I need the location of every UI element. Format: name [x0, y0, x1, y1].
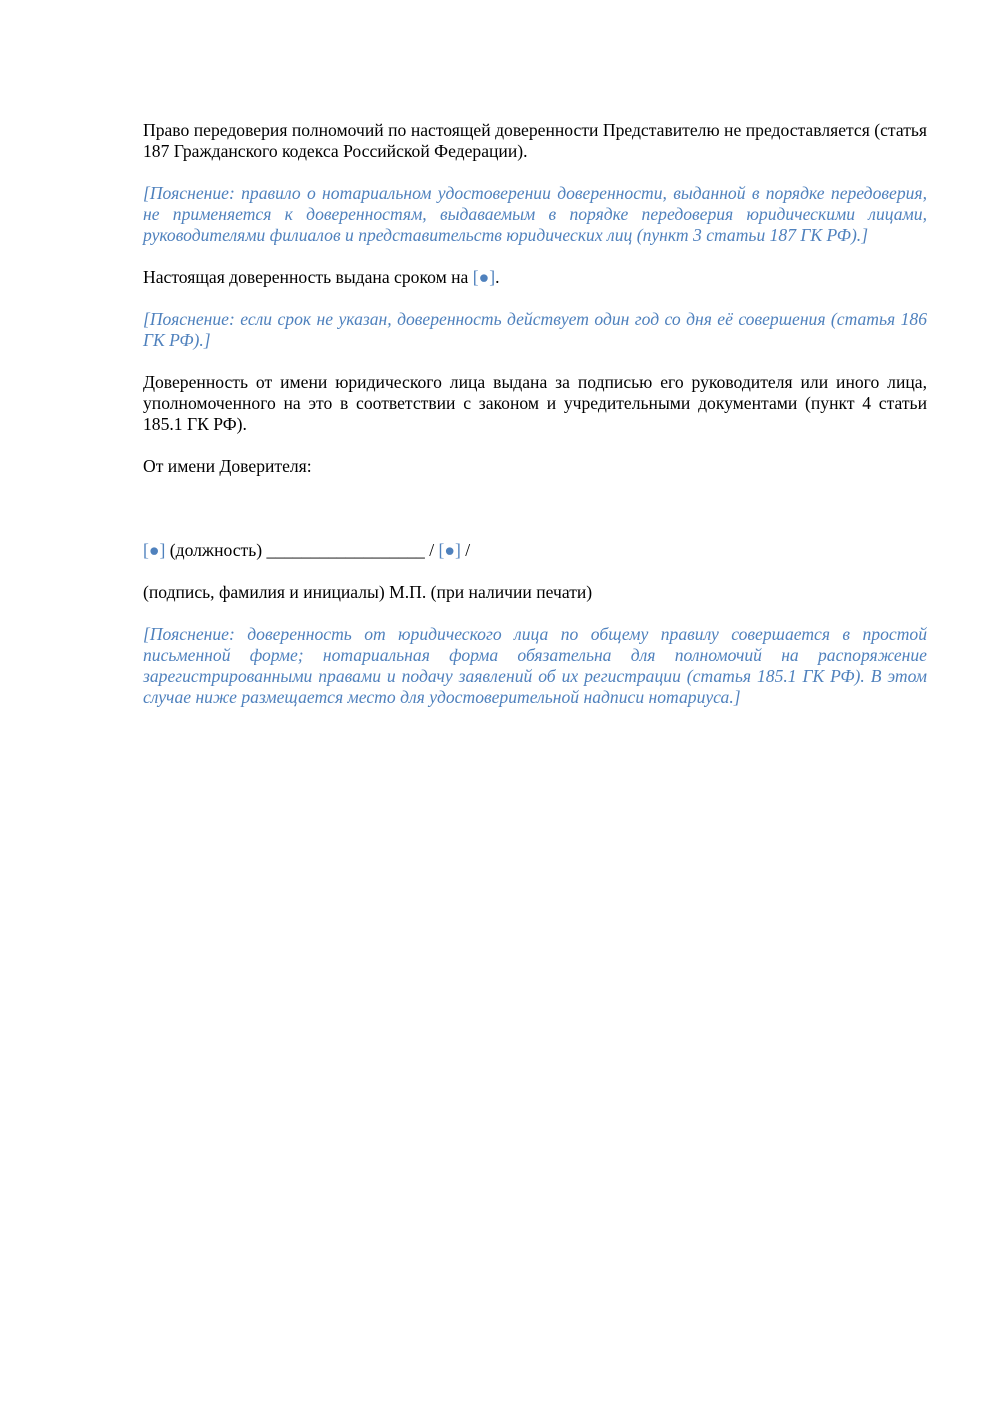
signature-end: / — [460, 540, 471, 560]
note-subdelegation: [Пояснение: правило о нотариальном удостоверении доверенности, выданной в порядке передоверия, не применяется к доверенностям, выдаваемым в порядке передоверия юридическими лицами, руководителями филиалов и представительств юридических лиц (пункт 3 статьи 187 ГК РФ).] — [143, 183, 927, 245]
name-placeholder: [●] — [438, 540, 461, 560]
term-paragraph — [143, 267, 927, 288]
document-page — [143, 120, 927, 729]
term-placeholder: [●] — [472, 267, 496, 287]
signature-line — [143, 540, 927, 561]
signature-caption: (подпись, фамилия и инициалы) М.П. (при наличии печати) — [143, 582, 593, 602]
on-behalf-label: От имени Доверителя: — [143, 456, 312, 476]
subdelegation-paragraph: Право передоверия полномочий по настоящей доверенности Представителю не предоставляется (статья 187 Гражданского кодекса Российской Федерации). — [143, 120, 927, 161]
term-text: Настоящая доверенность выдана сроком на — [143, 267, 473, 287]
position-placeholder: [●] — [143, 540, 166, 560]
note-term: [Пояснение: если срок не указан, доверенность действует один год со дня её совершения (статья 186 ГК РФ).] — [143, 309, 927, 350]
note-notarial-form: [Пояснение: доверенность от юридического лица по общему правилу совершается в простой письменной форме; нотариальная форма обязательна для полномочий на распоряжение зарегистрированными правами и подачу заявлений об их регистрации (статья 185.1 ГК РФ). В этом случае ниже размещается место для удостоверительной надписи нотариуса.] — [143, 624, 927, 707]
signature-position-text: (должность) __________________ / — [165, 540, 439, 560]
term-end: . — [495, 267, 500, 287]
signature-authority-paragraph: Доверенность от имени юридического лица выдана за подписью его руководителя или иного лица, уполномоченного на это в соответствии с законом и учредительными документами (пункт 4 статьи 185.1 ГК РФ). — [143, 372, 927, 434]
